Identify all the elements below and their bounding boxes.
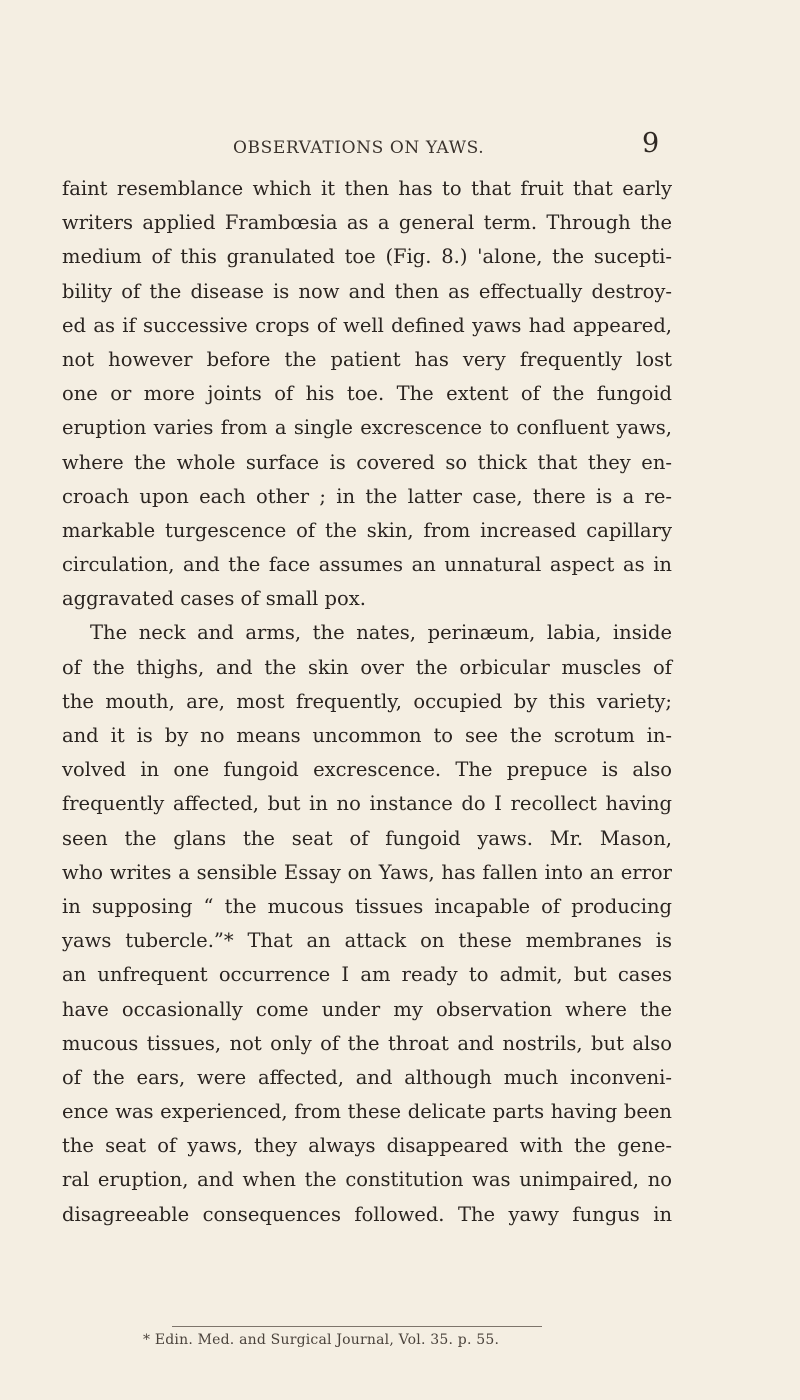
text-line: writers applied Frambœsia as a general term. Through the bbox=[62, 211, 672, 235]
text-line: frequently affected, but in no instance do I recollect having bbox=[62, 792, 672, 816]
text-line: disagreeable consequences followed. The yawy fungus in bbox=[62, 1202, 672, 1226]
text-line: croach upon each other ; in the latter case, there is a re- bbox=[62, 484, 672, 508]
body-text bbox=[62, 172, 672, 1232]
text-line: an unfrequent occurrence I am ready to admit, but cases bbox=[62, 963, 672, 987]
running-head: OBSERVATIONS ON YAWS. bbox=[233, 138, 485, 158]
text-line: volved in one fungoid excrescence. The prepuce is also bbox=[62, 758, 672, 782]
text-line: not however before the patient has very frequently lost bbox=[62, 347, 672, 371]
text-line: The neck and arms, the nates, perinæum, labia, inside bbox=[90, 621, 672, 645]
text-line: eruption varies from a single excrescence to confluent yaws, bbox=[62, 416, 672, 440]
page-number: 9 bbox=[642, 128, 660, 159]
text-line: mucous tissues, not only of the throat and nostrils, but also bbox=[62, 1031, 672, 1055]
text-line: of the ears, were affected, and although much inconveni- bbox=[62, 1065, 672, 1089]
text-line: one or more joints of his toe. The extent of the fungoid bbox=[62, 382, 672, 406]
text-line: of the thighs, and the skin over the orbicular muscles of bbox=[62, 655, 672, 679]
text-line: have occasionally come under my observation where the bbox=[62, 997, 672, 1021]
text-line: faint resemblance which it then has to that fruit that early bbox=[62, 177, 672, 200]
footnote: * Edin. Med. and Surgical Journal, Vol. 35. p. 55. bbox=[143, 1332, 500, 1348]
footnote-rule bbox=[172, 1326, 542, 1327]
text-line: where the whole surface is covered so thick that they en- bbox=[62, 450, 672, 474]
text-line: the mouth, are, most frequently, occupied by this variety; bbox=[62, 689, 672, 713]
text-line: the seat of yaws, they always disappeared with the gene- bbox=[62, 1134, 672, 1158]
text-line: markable turgescence of the skin, from increased capillary bbox=[62, 518, 672, 542]
text-line: ed as if successive crops of well defined yaws had appeared, bbox=[62, 313, 672, 337]
text-line: ral eruption, and when the constitution was unimpaired, no bbox=[62, 1168, 672, 1192]
text-line: circulation, and the face assumes an unnatural aspect as in bbox=[62, 553, 672, 577]
text-line: ence was experienced, from these delicate parts having been bbox=[62, 1100, 672, 1124]
text-line: and it is by no means uncommon to see the scrotum in- bbox=[62, 724, 672, 747]
text-line: in supposing “ the mucous tissues incapable of producing bbox=[62, 894, 672, 918]
text-line: aggravated cases of small pox. bbox=[62, 587, 366, 611]
text-line: who writes a sensible Essay on Yaws, has fallen into an error bbox=[62, 860, 672, 884]
text-line: seen the glans the seat of fungoid yaws. Mr. Mason, bbox=[62, 826, 672, 850]
text-line: bility of the disease is now and then as effectually destroy- bbox=[62, 279, 672, 303]
text-line: medium of this granulated toe (Fig. 8.) 'alone, the sucepti- bbox=[62, 245, 672, 269]
text-line: yaws tubercle.”* That an attack on these membranes is bbox=[62, 929, 672, 953]
